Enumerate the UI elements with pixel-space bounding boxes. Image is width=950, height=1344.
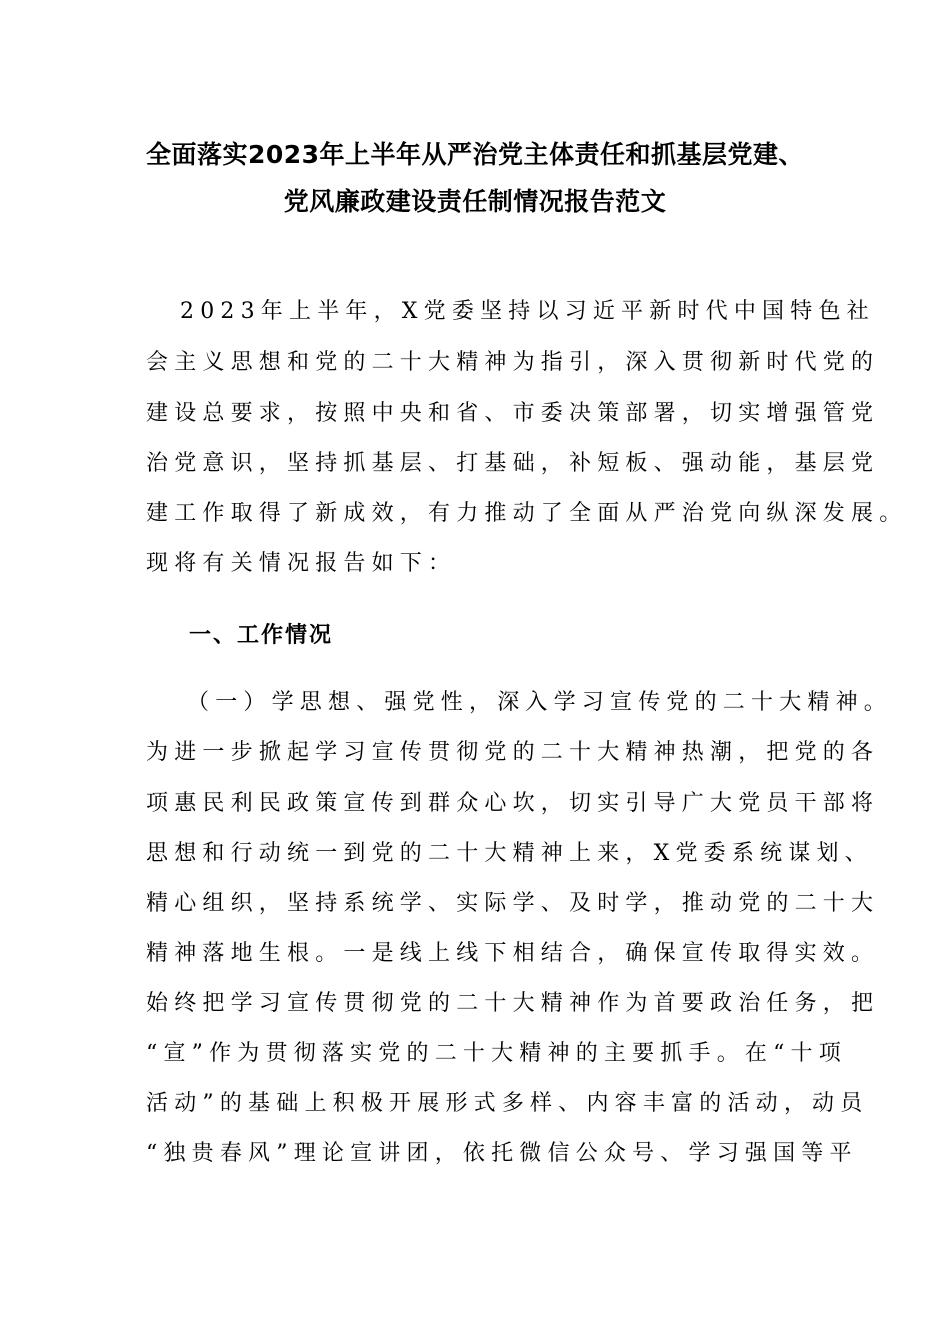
section-heading: 一、工作情况 [189, 623, 334, 648]
intro-paragraph-line: 2023年上半年，X党委坚持以习近平新时代中国特色社 [180, 299, 875, 324]
section-paragraph-line: 为进一步掀起学习宣传贯彻党的二十大精神热潮，把党的各 [146, 740, 880, 765]
section-paragraph-line: 项惠民利民政策宣传到群众心坎，切实引导广大党员干部将 [146, 791, 880, 816]
intro-paragraph-line: 治党意识，坚持抓基层、打基础，补短板、强动能，基层党 [146, 451, 880, 476]
document-title-line-1: 全面落实2023年上半年从严治党主体责任和抓基层党建、 [145, 140, 805, 169]
intro-paragraph-line: 现将有关情况报告如下： [146, 551, 457, 576]
intro-paragraph-line: 建设总要求，按照中央和省、市委决策部署，切实增强管党 [146, 401, 880, 426]
section-paragraph-line: 活动”的基础上积极开展形式多样、内容丰富的活动，动员 [146, 1091, 869, 1116]
section-paragraph-line: “独贵春风”理论宣讲团，依托微信公众号、学习强国等平 [146, 1141, 858, 1166]
section-paragraph-line: “宣”作为贯彻落实党的二十大精神的主要抓手。在“十项 [146, 1041, 847, 1066]
document-title-line-2: 党风廉政建设责任制情况报告范文 [283, 187, 667, 216]
section-paragraph-line: 精心组织，坚持系统学、实际学、及时学，推动党的二十大 [146, 891, 880, 916]
section-paragraph-line: 精神落地生根。一是线上线下相结合，确保宣传取得实效。 [146, 941, 880, 966]
section-paragraph-line: 思想和行动统一到党的二十大精神上来，X党委系统谋划、 [146, 841, 873, 866]
section-paragraph-line: 始终把学习宣传贯彻党的二十大精神作为首要政治任务，把 [146, 991, 880, 1016]
section-paragraph-line: （一）学思想、强党性，深入学习宣传党的二十大精神。 [187, 690, 893, 715]
intro-paragraph-line: 会主义思想和党的二十大精神为指引，深入贯彻新时代党的 [146, 350, 880, 375]
intro-paragraph-line: 建工作取得了新成效，有力推动了全面从严治党向纵深发展。 [146, 501, 908, 526]
